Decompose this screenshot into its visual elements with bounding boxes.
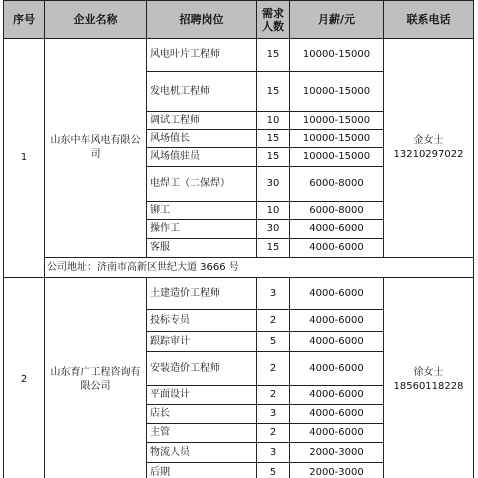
job-salary: 10000-15000 (290, 72, 384, 112)
job-title: 客服 (147, 239, 257, 258)
contact-name: 金女士 (413, 135, 444, 146)
address-row (4, 258, 474, 278)
company-name: 山东中车风电有限公司 (45, 39, 147, 258)
job-salary: 10000-15000 (290, 130, 384, 148)
job-title: 风场值长 (147, 130, 257, 148)
job-title: 投标专员 (147, 310, 257, 332)
job-title: 跟踪审计 (147, 332, 257, 352)
job-count: 15 (257, 72, 290, 112)
header-company: 企业名称 (45, 1, 147, 39)
job-count: 2 (257, 352, 290, 386)
job-salary: 4000-6000 (290, 424, 384, 443)
contact-name: 徐女士 (413, 367, 444, 378)
job-salary: 10000-15000 (290, 39, 384, 72)
header-salary: 月薪/元 (290, 1, 384, 39)
header-index: 序号 (4, 1, 45, 39)
job-count: 3 (257, 278, 290, 310)
job-salary: 6000-8000 (290, 167, 384, 202)
company-index: 1 (4, 39, 45, 278)
job-salary: 4000-6000 (290, 310, 384, 332)
company-address: 公司地址：济南市高新区世纪大道 3666 号 (45, 258, 474, 278)
job-title: 安装造价工程师 (147, 352, 257, 386)
job-salary: 2000-3000 (290, 443, 384, 463)
job-title: 电焊工（二保焊） (147, 167, 257, 202)
job-count: 15 (257, 39, 290, 72)
job-count: 2 (257, 310, 290, 332)
header-count (257, 1, 290, 39)
job-count: 5 (257, 463, 290, 478)
job-title: 主管 (147, 424, 257, 443)
header-count-line2: 人数 (262, 19, 284, 33)
job-count: 15 (257, 148, 290, 167)
job-title: 后期 (147, 463, 257, 478)
job-count: 3 (257, 405, 290, 424)
company-name: 山东育广工程咨询有限公司 (45, 278, 147, 478)
job-title: 发电机工程师 (147, 72, 257, 112)
header-position: 招聘岗位 (147, 1, 257, 39)
table-row (4, 278, 474, 310)
job-count: 2 (257, 424, 290, 443)
job-title: 平面设计 (147, 386, 257, 405)
company-contact (384, 39, 474, 258)
job-count: 30 (257, 167, 290, 202)
job-salary: 4000-6000 (290, 405, 384, 424)
table-row (4, 39, 474, 72)
job-salary: 4000-6000 (290, 278, 384, 310)
job-count: 3 (257, 443, 290, 463)
job-count: 30 (257, 220, 290, 239)
job-title: 店长 (147, 405, 257, 424)
job-count: 5 (257, 332, 290, 352)
contact-phone: 18560118228 (393, 381, 464, 392)
header-contact: 联系电话 (384, 1, 474, 39)
job-count: 10 (257, 202, 290, 220)
job-salary: 10000-15000 (290, 148, 384, 167)
job-count: 15 (257, 130, 290, 148)
job-salary: 4000-6000 (290, 239, 384, 258)
job-title: 物流人员 (147, 443, 257, 463)
job-title: 铆工 (147, 202, 257, 220)
job-title: 操作工 (147, 220, 257, 239)
company-index: 2 (4, 278, 45, 478)
recruitment-table (3, 0, 474, 478)
job-count: 10 (257, 112, 290, 130)
header-count-line1: 需求 (262, 6, 284, 20)
job-salary: 4000-6000 (290, 386, 384, 405)
job-count: 15 (257, 239, 290, 258)
job-title: 风场值驻员 (147, 148, 257, 167)
header-row (4, 1, 474, 39)
job-salary: 2000-3000 (290, 463, 384, 478)
job-title: 土建造价工程师 (147, 278, 257, 310)
job-salary: 6000-8000 (290, 202, 384, 220)
job-title: 调试工程师 (147, 112, 257, 130)
contact-phone: 13210297022 (393, 149, 464, 160)
job-salary: 4000-6000 (290, 352, 384, 386)
job-salary: 4000-6000 (290, 332, 384, 352)
company-contact (384, 278, 474, 478)
job-title: 风电叶片工程师 (147, 39, 257, 72)
job-count: 2 (257, 386, 290, 405)
job-salary: 4000-6000 (290, 220, 384, 239)
job-salary: 10000-15000 (290, 112, 384, 130)
